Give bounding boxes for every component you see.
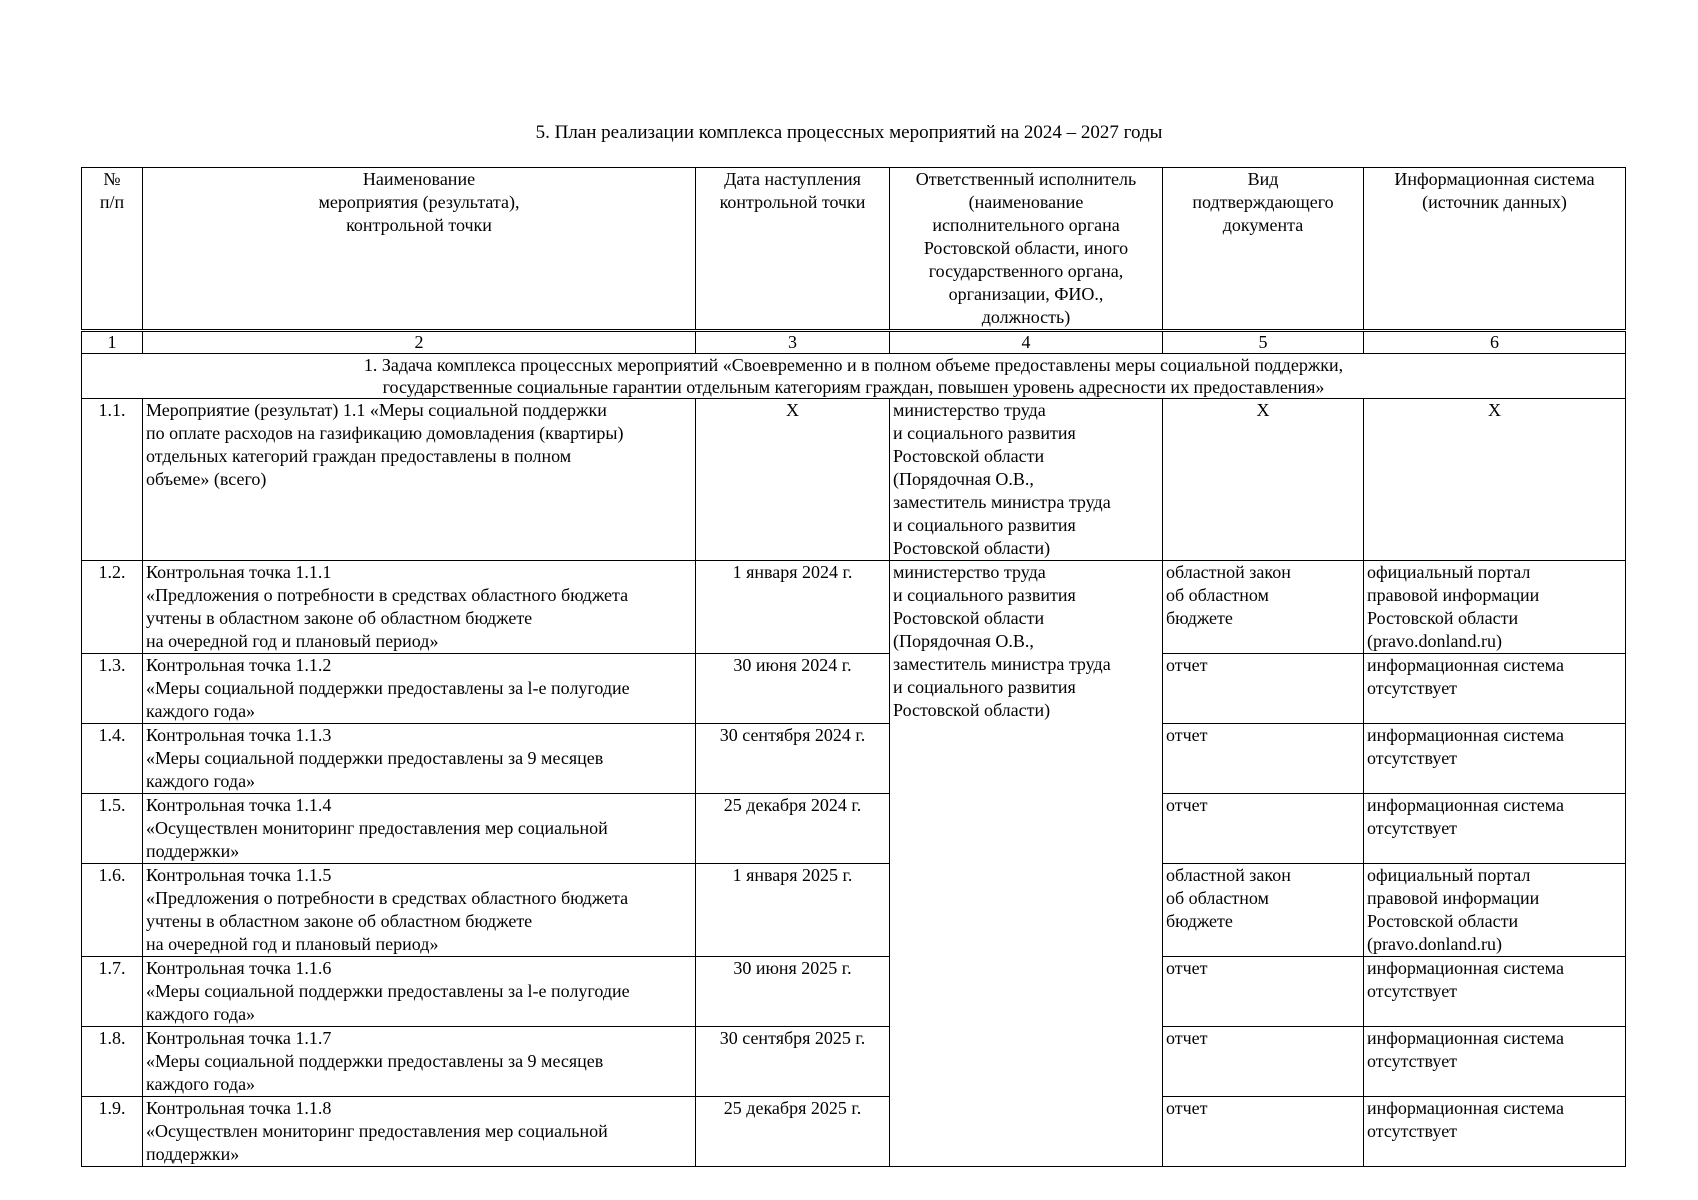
row-name: Контрольная точка 1.1.4 «Осуществлен мониторинг предоставления мер социальной поддержки» bbox=[143, 794, 696, 864]
row-info-system: официальный портал правовой информации Ростовской области (pravo.donland.ru) bbox=[1364, 561, 1626, 654]
row-name: Мероприятие (результат) 1.1 «Меры социальной поддержки по оплате расходов на газификацию домовладения (квартиры) отдельных категорий граждан предоставлены в полном объеме» (всего) bbox=[143, 399, 696, 561]
row-name: Контрольная точка 1.1.6 «Меры социальной поддержки предоставлены за l-е полугодие каждого года» bbox=[143, 957, 696, 1027]
row-number: 1.7. bbox=[82, 957, 143, 1027]
header-info-system: Информационная система (источник данных) bbox=[1364, 168, 1626, 331]
row-document: X bbox=[1163, 399, 1364, 561]
row-number: 1.9. bbox=[82, 1097, 143, 1167]
table-row bbox=[82, 654, 1626, 724]
row-info-system: информационная система отсутствует bbox=[1364, 1027, 1626, 1097]
row-document: отчет bbox=[1163, 724, 1364, 794]
column-number: 5 bbox=[1163, 331, 1364, 354]
row-executor: министерство труда и социального развития Ростовской области (Порядочная О.В., заместитель министра труда и социального развития Ростовской области) bbox=[890, 561, 1163, 1167]
row-name: Контрольная точка 1.1.8 «Осуществлен мониторинг предоставления мер социальной поддержки» bbox=[143, 1097, 696, 1167]
row-number: 1.8. bbox=[82, 1027, 143, 1097]
row-name: Контрольная точка 1.1.1 «Предложения о потребности в средствах областного бюджета учтены в областном законе об областном бюджете на очередной год и плановый период» bbox=[143, 561, 696, 654]
row-document: отчет bbox=[1163, 957, 1364, 1027]
row-document: областной закон об областном бюджете bbox=[1163, 864, 1364, 957]
row-document: отчет bbox=[1163, 1027, 1364, 1097]
row-number: 1.1. bbox=[82, 399, 143, 561]
row-number: 1.3. bbox=[82, 654, 143, 724]
row-document: областной закон об областном бюджете bbox=[1163, 561, 1364, 654]
row-info-system: информационная система отсутствует bbox=[1364, 794, 1626, 864]
row-date: 30 сентября 2025 г. bbox=[696, 1027, 890, 1097]
header-date: Дата наступления контрольной точки bbox=[696, 168, 890, 331]
row-info-system: информационная система отсутствует bbox=[1364, 1097, 1626, 1167]
row-date: 30 июня 2025 г. bbox=[696, 957, 890, 1027]
table-row bbox=[82, 399, 1626, 561]
row-number: 1.2. bbox=[82, 561, 143, 654]
header-executor: Ответственный исполнитель (наименование исполнительного органа Ростовской области, иного государственного органа, организации, ФИО., должность) bbox=[890, 168, 1163, 331]
page-title: 5. План реализации комплекса процессных мероприятий на 2024 – 2027 годы bbox=[535, 122, 1163, 143]
table-row bbox=[82, 864, 1626, 957]
table-row bbox=[82, 1027, 1626, 1097]
row-name: Контрольная точка 1.1.3 «Меры социальной поддержки предоставлены за 9 месяцев каждого года» bbox=[143, 724, 696, 794]
column-number: 2 bbox=[143, 331, 696, 354]
column-number: 1 bbox=[82, 331, 143, 354]
row-info-system: X bbox=[1364, 399, 1626, 561]
header-number: № п/п bbox=[82, 168, 143, 331]
plan-table bbox=[81, 167, 1626, 1167]
row-document: отчет bbox=[1163, 654, 1364, 724]
task-row bbox=[82, 354, 1626, 399]
column-number: 6 bbox=[1364, 331, 1626, 354]
table-row bbox=[82, 724, 1626, 794]
row-document: отчет bbox=[1163, 794, 1364, 864]
row-name: Контрольная точка 1.1.5 «Предложения о потребности в средствах областного бюджета учтены в областном законе об областном бюджете на очередной год и плановый период» bbox=[143, 864, 696, 957]
row-executor: министерство труда и социального развития Ростовской области (Порядочная О.В., заместитель министра труда и социального развития Ростовской области) bbox=[890, 399, 1163, 561]
header-document: Вид подтверждающего документа bbox=[1163, 168, 1364, 331]
table-row bbox=[82, 957, 1626, 1027]
header-row bbox=[82, 168, 1626, 331]
row-number: 1.6. bbox=[82, 864, 143, 957]
row-name: Контрольная точка 1.1.7 «Меры социальной поддержки предоставлены за 9 месяцев каждого года» bbox=[143, 1027, 696, 1097]
row-number: 1.5. bbox=[82, 794, 143, 864]
row-name: Контрольная точка 1.1.2 «Меры социальной поддержки предоставлены за l-е полугодие каждого года» bbox=[143, 654, 696, 724]
row-info-system: официальный портал правовой информации Ростовской области (pravo.donland.ru) bbox=[1364, 864, 1626, 957]
row-date: 1 января 2024 г. bbox=[696, 561, 890, 654]
row-info-system: информационная система отсутствует bbox=[1364, 724, 1626, 794]
table-row bbox=[82, 561, 1626, 654]
row-date: X bbox=[696, 399, 890, 561]
column-number: 3 bbox=[696, 331, 890, 354]
row-date: 30 июня 2024 г. bbox=[696, 654, 890, 724]
row-date: 1 января 2025 г. bbox=[696, 864, 890, 957]
task-title: 1. Задача комплекса процессных мероприятий «Своевременно и в полном объеме предоставлены меры социальной поддержки, государственные социальные гарантии отдельным категориям граждан, повышен уровень адресности их предоставления» bbox=[82, 354, 1626, 399]
table-row bbox=[82, 794, 1626, 864]
row-date: 30 сентября 2024 г. bbox=[696, 724, 890, 794]
column-numbers-row bbox=[82, 331, 1626, 354]
row-date: 25 декабря 2025 г. bbox=[696, 1097, 890, 1167]
row-date: 25 декабря 2024 г. bbox=[696, 794, 890, 864]
row-number: 1.4. bbox=[82, 724, 143, 794]
table-row bbox=[82, 1097, 1626, 1167]
row-info-system: информационная система отсутствует bbox=[1364, 654, 1626, 724]
header-name: Наименование мероприятия (результата), контрольной точки bbox=[143, 168, 696, 331]
column-number: 4 bbox=[890, 331, 1163, 354]
row-info-system: информационная система отсутствует bbox=[1364, 957, 1626, 1027]
row-document: отчет bbox=[1163, 1097, 1364, 1167]
